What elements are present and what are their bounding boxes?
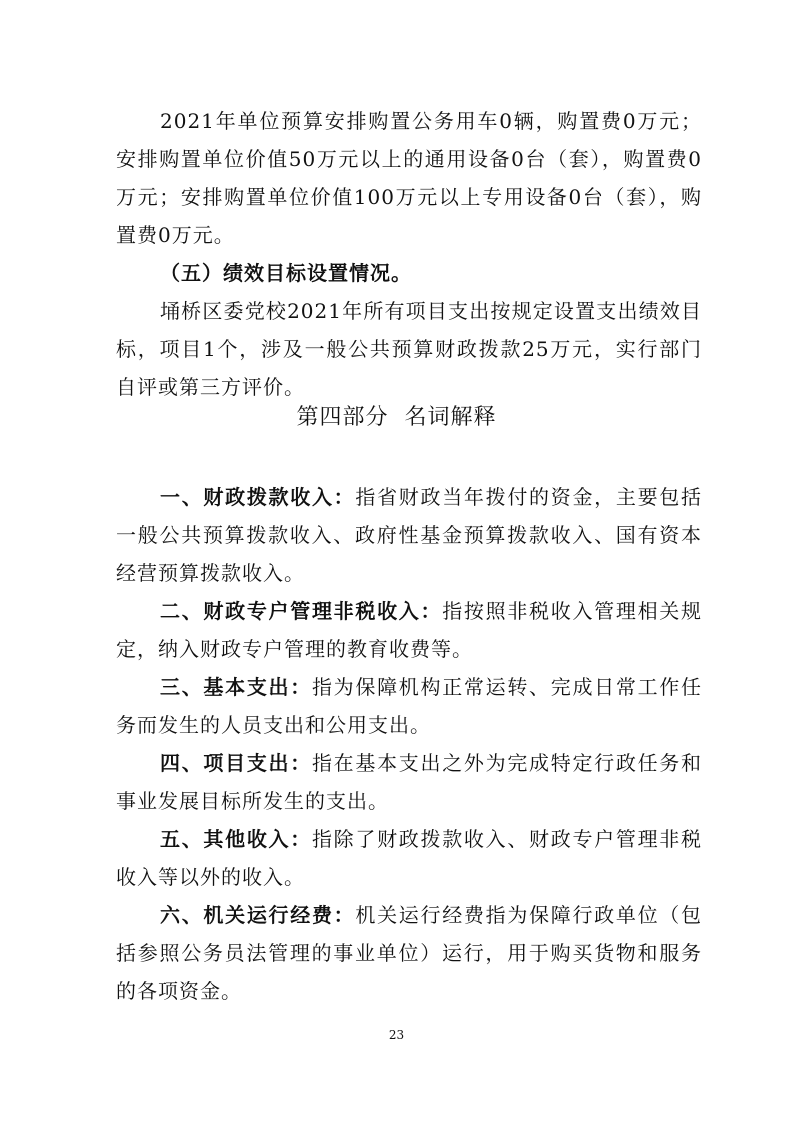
paragraph-vehicle-purchase: 2021年单位预算安排购置公务用车0辆，购置费0万元；安排购置单位价值50万元以上的通用设备0台（套），购置费0万元；安排购置单位价值100万元以上专用设备0台（套），购置费0万元。 — [116, 109, 702, 247]
term-label: 三、基本支出： — [160, 675, 312, 699]
section-title: 第四部分 名词解释 — [296, 405, 497, 430]
term-text: 指在基本支出之外为完成特定行政任务和事业发展目标所发生的支出。 — [116, 751, 703, 813]
paragraph-performance-goals: 埇桥区委党校2021年所有项目支出按规定设置支出绩效目标，项目1个，涉及一般公共预算财政拨款25万元，实行部门自评或第三方评价。 — [116, 299, 702, 399]
term-label: 四、项目支出： — [160, 751, 312, 775]
term-definition-3 — [116, 668, 702, 744]
term-text: 指按照非税收入管理相关规定，纳入财政专户管理的教育收费等。 — [116, 599, 703, 661]
term-definition-4 — [116, 744, 702, 820]
term-definition-5 — [116, 820, 702, 896]
term-label: 二、财政专户管理非税收入： — [160, 599, 443, 623]
term-text: 机关运行经费指为保障行政单位（包括参照公务员法管理的事业单位）运行，用于购买货物和服务的各项资金。 — [116, 903, 702, 1003]
term-label: 六、机关运行经费： — [160, 903, 356, 927]
term-text: 指为保障机构正常运转、完成日常工作任务而发生的人员支出和公用支出。 — [116, 675, 703, 737]
term-label: 五、其他收入： — [160, 827, 312, 851]
term-definition-2 — [116, 592, 702, 668]
term-text: 指省财政当年拨付的资金，主要包括一般公共预算拨款收入、政府性基金预算拨款收入、国有资本经营预算拨款收入。 — [116, 485, 702, 585]
term-text: 指除了财政拨款收入、财政专户管理非税收入等以外的收入。 — [116, 827, 703, 889]
term-definition-6 — [116, 896, 702, 1010]
page-number: 23 — [388, 1028, 405, 1042]
subsection-heading-performance: （五）绩效目标设置情况。 — [160, 261, 412, 285]
term-label: 一、财政拨款收入： — [160, 485, 356, 509]
term-definition-1 — [116, 478, 702, 592]
